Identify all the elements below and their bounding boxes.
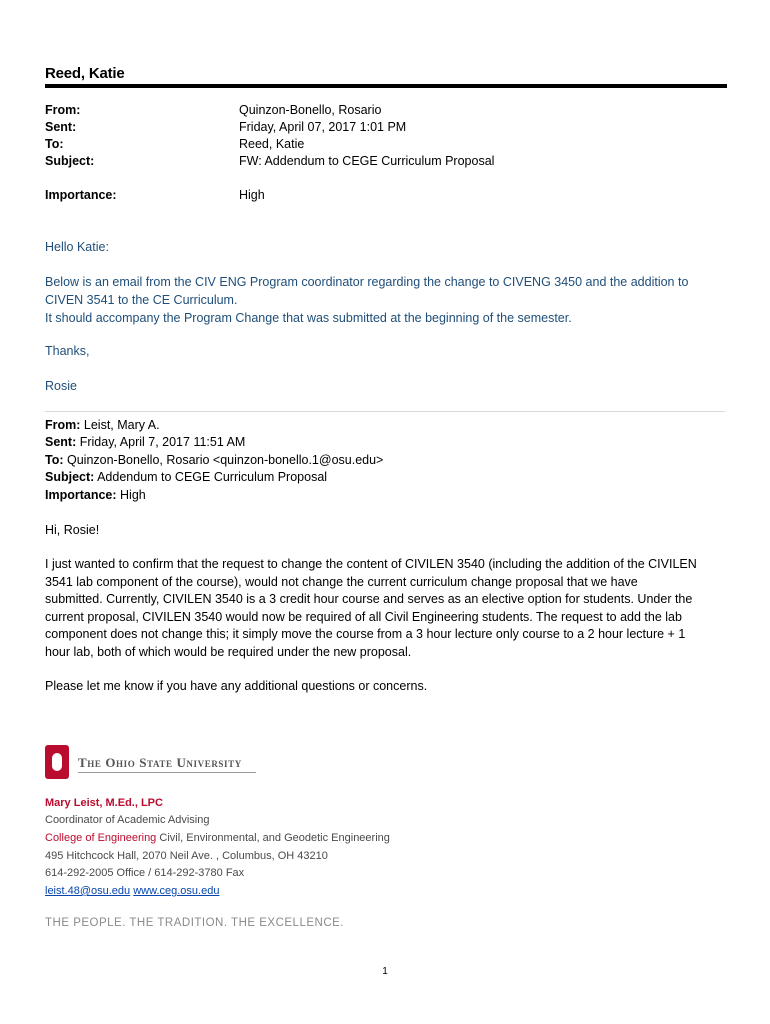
header-subject-value: FW: Addendum to CEGE Curriculum Proposal (239, 154, 495, 168)
header-to-label: To: (45, 137, 64, 151)
signature-department: Civil, Environmental, and Geodetic Engineering (156, 832, 390, 844)
forwarded-subject-value: Addendum to CEGE Curriculum Proposal (94, 470, 328, 484)
header-importance-value: High (239, 188, 265, 202)
block-o-logo-icon (45, 745, 69, 779)
body-line: hour lab, both of which would be required under the new proposal. (45, 644, 412, 659)
reply-paragraph-1 (45, 273, 725, 327)
forwarded-sent-label: Sent: (45, 435, 77, 449)
signature-address: 495 Hitchcock Hall, 2070 Neil Ave. , Columbus, OH 43210 (45, 850, 328, 862)
header-from-value: Quinzon-Bonello, Rosario (239, 103, 382, 117)
body-line: current proposal, CIVILEN 3540 would now be required of all Civil Engineering students. The request to add the lab (45, 609, 682, 624)
signature-links-row (45, 883, 219, 901)
header-to-value: Reed, Katie (239, 137, 305, 151)
forwarded-importance-value: High (116, 488, 146, 502)
forwarded-closing: Please let me know if you have any additional questions or concerns. (45, 679, 428, 693)
forwarded-sent-row (45, 434, 245, 452)
forwarded-to-value: Quinzon-Bonello, Rosario <quinzon-bonello.1@osu.edu> (63, 453, 384, 467)
reply-paragraph-1-line-2: CIVEN 3541 to the CE Curriculum. (45, 293, 238, 307)
owner-divider (45, 84, 727, 88)
body-line: component does not change this; it simply move the course from a 3 hour lecture only course to a 2 hour lecture + 1 (45, 627, 686, 642)
body-line: I just wanted to confirm that the request to change the content of CIVILEN 3540 (including the addition of the CIVILEN (45, 557, 697, 571)
header-subject-label: Subject: (45, 154, 95, 168)
forwarded-sent-value: Friday, April 7, 2017 11:51 AM (76, 435, 246, 449)
page-number: 1 (382, 966, 388, 977)
reply-paragraph-2: It should accompany the Program Change that was submitted at the beginning of the semester. (45, 311, 572, 325)
reply-greeting: Hello Katie: (45, 240, 109, 254)
signature-college: College of Engineering (45, 832, 157, 844)
signature-title: Coordinator of Academic Advising (45, 814, 210, 826)
header-sent-label: Sent: (45, 120, 77, 134)
signature-website-link[interactable]: www.ceg.osu.edu (133, 885, 220, 897)
signature-email-link[interactable]: leist.48@osu.edu (45, 885, 131, 897)
forwarded-subject-row (45, 469, 327, 487)
forwarded-to-row (45, 452, 383, 470)
body-line: 3541 lab component of the course), would not change the current curriculum change proposal that we have (45, 574, 638, 589)
signature-department-row (45, 830, 390, 848)
osu-wordmark: The Ohio State University (78, 755, 242, 770)
header-sent-value: Friday, April 07, 2017 1:01 PM (239, 120, 407, 134)
signature-phone: 614-292-2005 Office / 614-292-3780 Fax (45, 867, 245, 879)
forwarded-from-row (45, 417, 160, 435)
forwarded-importance-label: Importance: (45, 488, 117, 502)
mailbox-owner-name: Reed, Katie (45, 65, 125, 82)
header-from-label: From: (45, 103, 81, 117)
forwarded-to-label: To: (45, 453, 64, 467)
forwarded-divider (45, 411, 725, 412)
signature-tagline: THE PEOPLE. THE TRADITION. THE EXCELLENCE. (45, 917, 344, 929)
osu-logo (45, 745, 265, 783)
forwarded-from-label: From: (45, 418, 81, 432)
signature-name: Mary Leist, M.Ed., LPC (45, 797, 163, 809)
forwarded-body-paragraph (45, 556, 720, 662)
forwarded-subject-label: Subject: (45, 470, 95, 484)
reply-signoff: Rosie (45, 379, 77, 393)
forwarded-from-value: Leist, Mary A. (80, 418, 160, 432)
reply-thanks: Thanks, (45, 344, 90, 358)
forwarded-importance-row (45, 487, 146, 505)
header-importance-label: Importance: (45, 188, 117, 202)
forwarded-greeting: Hi, Rosie! (45, 523, 100, 537)
reply-paragraph-1-line-1: Below is an email from the CIV ENG Program coordinator regarding the change to CIVENG 3450 and the addition to (45, 275, 689, 289)
body-line: submitted. Currently, CIVILEN 3540 is a 3 credit hour course and serves as an elective option for students. Under the (45, 592, 693, 607)
wordmark-underline (78, 772, 256, 773)
